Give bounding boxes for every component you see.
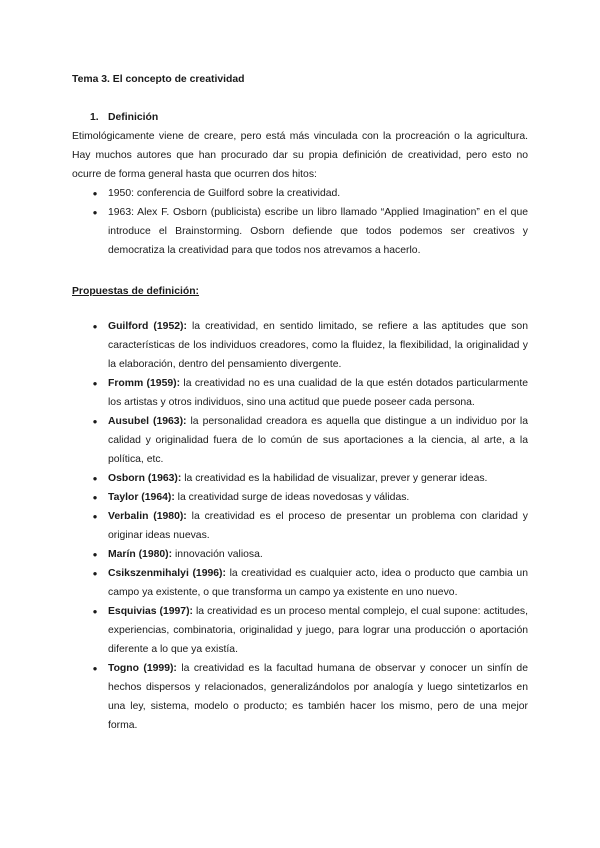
definition-text: la creatividad es la habilidad de visualizar, prever y generar ideas. [181,473,488,484]
author-term: Togno (1999): [108,663,177,674]
author-term: Marín (1980): [108,549,173,560]
definition-text: la creatividad es cualquier acto, idea o producto que cambia un campo ya existente, o que transforma un campo ya existente en uno nuevo. [108,568,528,598]
bullet-icon: ● [92,664,98,673]
list-item [90,203,528,260]
bullet-icon: ● [92,474,98,483]
list-item [90,507,528,545]
section-heading [90,108,158,127]
bullet-icon: ● [92,322,98,331]
author-term: Guilford (1952): [108,321,187,332]
bullet-icon: ● [92,607,98,616]
definition-text: la personalidad creadora es aquella que distingue a un individuo por la calidad y originalidad fuera de lo común de sus aportaciones a la ciencia, al arte, a la política, etc. [108,416,528,465]
definition-text: la creatividad no es una cualidad de la que estén dotados particularmente los artistas y otros individuos, sino una actitud que puede poseer cada persona. [108,378,528,408]
bullet-icon: ● [92,189,98,198]
author-term: Csikszenmihalyi (1996): [108,568,226,579]
intro-paragraph: Etimológicamente viene de creare, pero está más vinculada con la procreación o la agricultura. Hay muchos autores que han procurado dar su propia definición de creatividad, pero esto no ocurre de forma general hasta que ocurren dos hitos: [72,131,528,180]
definition-text: la creatividad, en sentido limitado, se refiere a las aptitudes que son características de los individuos creadores, como la fluidez, la flexibilidad, la originalidad y la elaboración, dentro del pensamiento divergente. [108,321,528,370]
definition-text: la creatividad es la facultad humana de observar y conocer un sinfín de hechos dispersos y relacionados, generalizándolos por analogía y luego sintetizarlos en una ley, sistema, modelo o producto; es también hacer los mismo, pero de una mejor forma. [108,663,528,731]
section-number: 1. [90,112,99,123]
author-term: Ausubel (1963): [108,416,187,427]
list-item [90,317,528,374]
author-term: Verbalin (1980): [108,511,187,522]
list-item [90,374,528,412]
list-item [90,564,528,602]
list-item [90,545,528,564]
author-term: Taylor (1964): [108,492,175,503]
list-item [90,412,528,469]
bullet-icon: ● [92,512,98,521]
definition-text: la creatividad es un proceso mental complejo, el cual supone: actitudes, experiencias, combinatoria, originalidad y juego, para lograr una producción o aportación diferente a lo que ya existía. [108,606,528,655]
section-heading-text: Definición [108,112,159,123]
proposals-list [90,317,528,735]
hito-text: 1963: Alex F. Osborn (publicista) escribe un libro llamado “Applied Imagination” en el que introduce el Brainstorming. Osborn defiende que todos podemos ser creativos y democratiza la creatividad para que todos nos atrevamos a hacerlo. [108,207,528,256]
author-term: Fromm (1959): [108,378,181,389]
bullet-icon: ● [92,208,98,217]
author-term: Esquivias (1997): [108,606,193,617]
definition-text: innovación valiosa. [172,549,263,560]
definition-text: la creatividad es el proceso de presentar un problema con claridad y originar ideas nuevas. [108,511,529,541]
author-term: Osborn (1963): [108,473,182,484]
definition-text: la creatividad surge de ideas novedosas y válidas. [174,492,410,503]
hitos-list [90,184,528,260]
hito-text: 1950: conferencia de Guilford sobre la creatividad. [108,188,341,199]
list-item [90,659,528,735]
list-item [90,469,528,488]
list-item [90,602,528,659]
bullet-icon: ● [92,569,98,578]
document-title: Tema 3. El concepto de creatividad [72,74,245,85]
bullet-icon: ● [92,493,98,502]
bullet-icon: ● [92,379,98,388]
bullet-icon: ● [92,417,98,426]
list-item [90,184,528,203]
proposals-heading: Propuestas de definición: [72,286,200,297]
bullet-icon: ● [92,550,98,559]
list-item [90,488,528,507]
